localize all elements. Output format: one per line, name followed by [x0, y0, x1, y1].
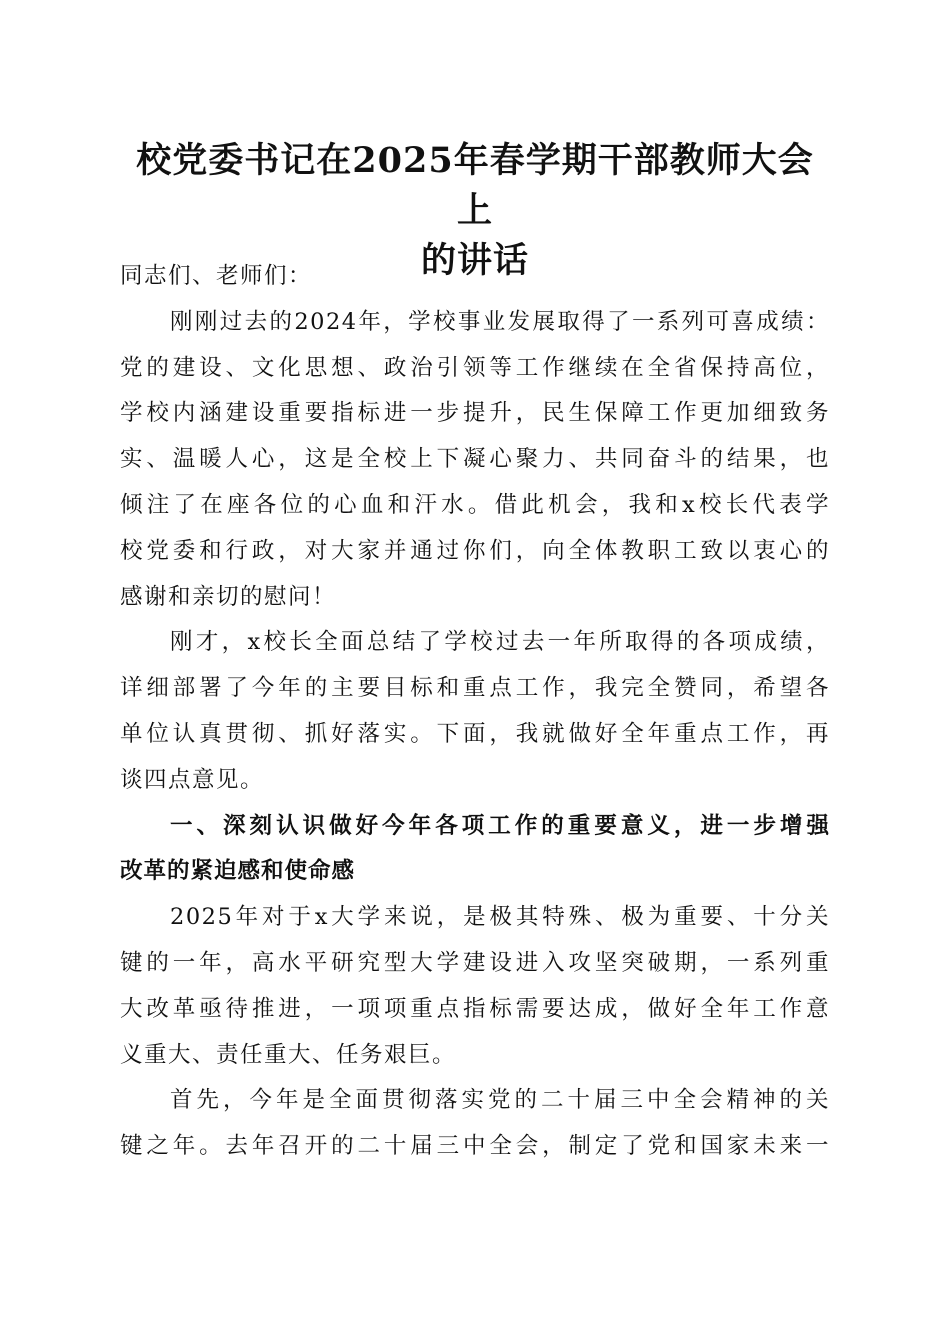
title-line-1: 校党委书记在2025年春学期干部教师大会上 — [136, 140, 814, 231]
heading-line: 一、深刻认识做好今年各项工作的重要意义，进一步增强 — [170, 812, 830, 839]
paragraph-line: 首先，今年是全面贯彻落实党的二十届三中全会精神的关 — [170, 1087, 830, 1114]
paragraph-line: 大改革亟待推进，一项项重点指标需要达成，做好全年工作意 — [120, 995, 830, 1022]
paragraph-line: 义重大、责任重大、任务艰巨。 — [120, 1041, 457, 1068]
paragraph-line: 校党委和行政，对大家并通过你们，向全体教职工致以衷心的 — [120, 537, 830, 564]
section-heading-1 — [120, 804, 830, 896]
paragraph-line: 实、温暖人心，这是全校上下凝心聚力、共同奋斗的结果，也 — [120, 446, 830, 473]
paragraph-line: 键之年。去年召开的二十届三中全会，制定了党和国家未来一 — [120, 1133, 830, 1160]
paragraph-line: 刚才，x校长全面总结了学校过去一年所取得的各项成绩， — [170, 629, 830, 656]
paragraph-line: 2025年对于x大学来说，是极其特殊、极为重要、十分关 — [170, 904, 830, 931]
paragraph-line: 刚刚过去的2024年，学校事业发展取得了一系列可喜成绩： — [170, 308, 830, 335]
greeting: 同志们、老师们： — [120, 263, 313, 289]
paragraph-2 — [120, 620, 830, 803]
paragraph-line: 倾注了在座各位的心血和汗水。借此机会，我和x校长代表学 — [120, 491, 830, 518]
paragraph-line: 单位认真贯彻、抓好落实。下面，我就做好全年重点工作，再 — [120, 720, 830, 747]
document-body — [120, 254, 830, 1170]
paragraph-line: 感谢和亲切的慰问！ — [120, 583, 337, 610]
heading-line: 改革的紧迫感和使命感 — [120, 858, 356, 885]
paragraph-1 — [120, 300, 830, 621]
paragraph-line: 学校内涵建设重要指标进一步提升，民生保障工作更加细致务 — [120, 400, 830, 427]
title-line-2: 的讲话 — [420, 240, 529, 281]
paragraph-3 — [120, 895, 830, 1078]
paragraph-line: 谈四点意见。 — [120, 766, 265, 793]
paragraph-line: 键的一年，高水平研究型大学建设进入攻坚突破期，一系列重 — [120, 949, 830, 976]
paragraph-4 — [120, 1078, 830, 1170]
paragraph-line: 党的建设、文化思想、政治引领等工作继续在全省保持高位， — [120, 354, 830, 381]
paragraph-line: 详细部署了今年的主要目标和重点工作，我完全赞同，希望各 — [120, 675, 830, 702]
